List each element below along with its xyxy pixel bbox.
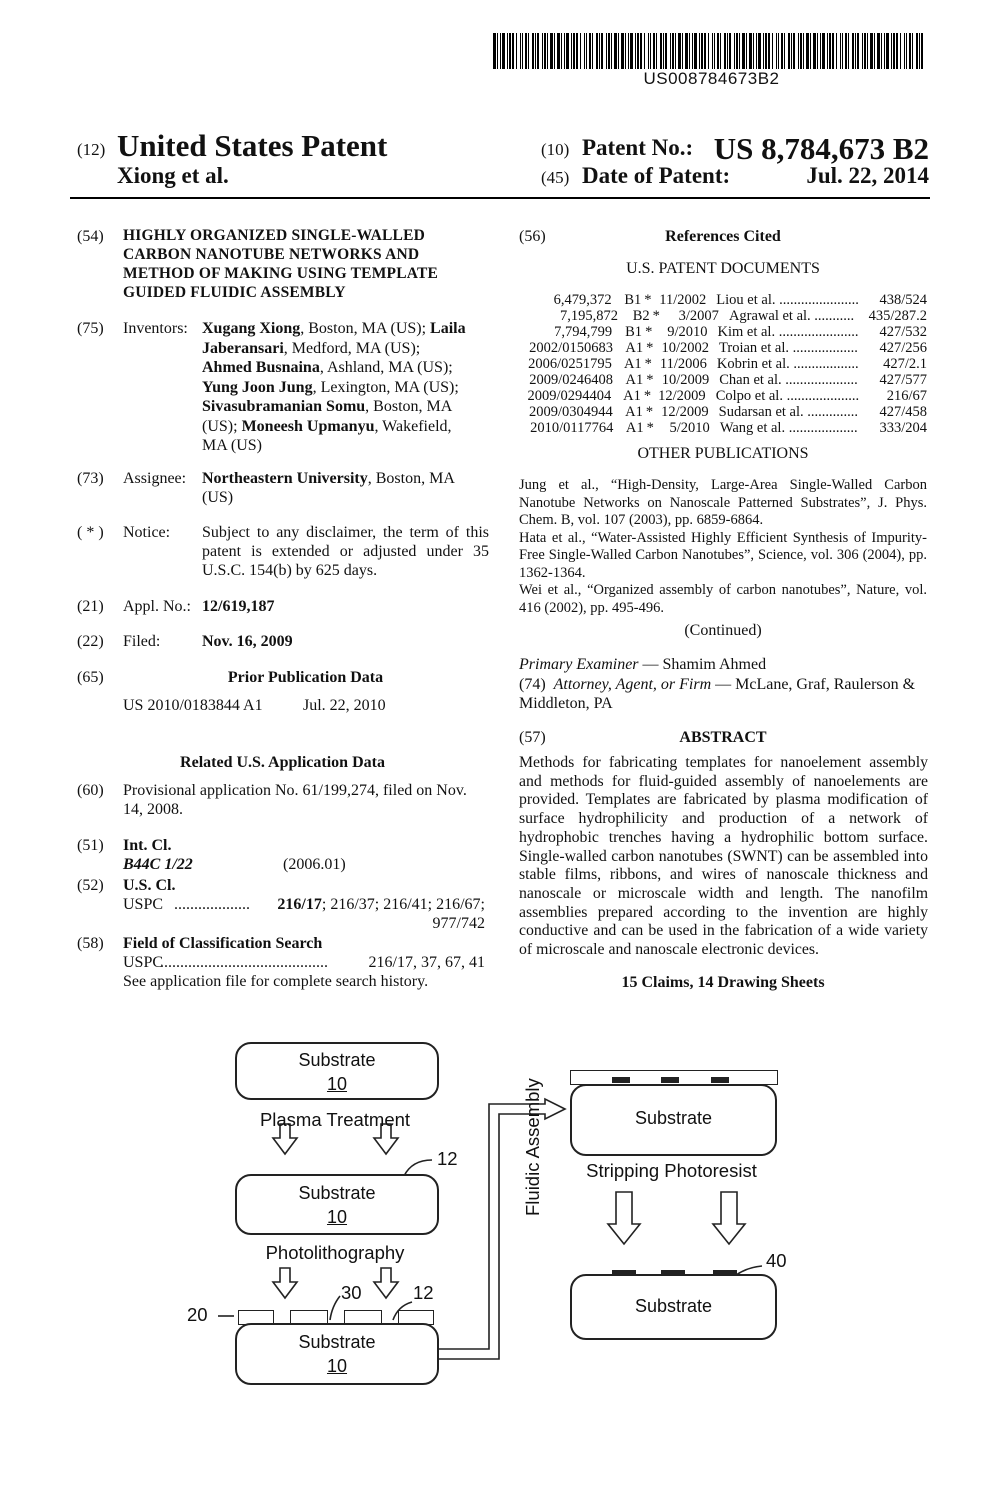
notice-text <box>202 523 489 580</box>
ref-date: 11/2002 <box>659 292 707 308</box>
publication-entry: Wei et al., “Organized assembly of carbon nanotubes”, Nature, vol. 416 (2002), pp. 495-496. <box>519 582 927 616</box>
ref-star: * <box>643 388 652 404</box>
ref-number: 7,794,799 <box>554 324 613 340</box>
ref-kind: A1 <box>623 356 642 372</box>
inventor-name: Xugang Xiong <box>202 320 301 337</box>
us-cl-label: U.S. Cl. <box>123 877 176 894</box>
ref-star: * <box>644 356 652 372</box>
ref-40: 40 <box>766 1250 787 1271</box>
code-73: (73) <box>77 470 104 487</box>
inventor-location: , Medford, MA (US); <box>283 339 421 357</box>
ref-date: 3/2007 <box>678 308 719 324</box>
uspc-other-classes: ; 216/37; 216/41; 216/67; <box>321 896 485 913</box>
attorney-name-2: Middleton, PA <box>519 695 613 712</box>
claims-line: 15 Claims, 14 Drawing Sheets <box>621 974 825 991</box>
provisional-line: Provisional application No. 61/199,274, filed on Nov. <box>123 782 467 799</box>
reference-row <box>519 340 927 356</box>
inventor-location: , Wakefield, <box>374 417 452 435</box>
ref-number: 2006/0251795 <box>528 356 612 372</box>
appl-no-label: Appl. No.: <box>123 598 191 615</box>
filed-date: Nov. 16, 2009 <box>202 633 293 650</box>
inventor-location: (US); <box>202 417 242 435</box>
ref-number: 2010/0117764 <box>530 420 614 436</box>
ref-number: 7,195,872 <box>559 308 618 324</box>
related-app-heading: Related U.S. Application Data <box>180 754 385 771</box>
code-54: (54) <box>77 228 104 245</box>
title-line: HIGHLY ORGANIZED SINGLE-WALLED <box>123 227 426 244</box>
ref-date: 10/2002 <box>661 340 710 356</box>
patent-type: United States Patent <box>117 128 388 163</box>
other-publications <box>519 477 927 617</box>
ref-star: * <box>645 404 654 420</box>
attorney-label: Attorney, Agent, or Firm <box>553 676 712 693</box>
prior-pub-number: US 2010/0183844 A1 <box>123 697 263 714</box>
ref-kind: B2 <box>632 308 650 324</box>
ref-star: * <box>646 340 654 356</box>
code-60: (60) <box>77 782 104 799</box>
ref-class: 427/2.1 <box>883 356 927 372</box>
reference-row <box>519 372 927 388</box>
substrate-box-5 <box>570 1274 777 1340</box>
notice-line: patent is extended or adjusted under 35 <box>202 543 489 560</box>
ref-name: Wang et al. ................... <box>719 420 858 436</box>
ref-kind: A1 <box>625 372 644 388</box>
int-cl-code: B44C 1/22 <box>123 856 193 873</box>
publication-entry: Hata et al., “Water-Assisted Highly Efficient Synthesis of Impurity-Free Single-Walled Carbon Nanotubes”, Science, vol. 306 (2004), pp. 1362-1364. <box>519 529 927 581</box>
substrate-box-1 <box>235 1042 439 1100</box>
field-note: See application file for complete search history. <box>123 973 429 990</box>
ref-date: 12/2009 <box>658 388 706 404</box>
prior-pub-heading: Prior Publication Data <box>227 669 384 686</box>
uspc-leader: ................... <box>174 896 250 913</box>
provisional-app <box>123 781 488 819</box>
ref-star: * <box>645 324 653 340</box>
ref-star: * <box>644 292 652 308</box>
uspc-classes-2: 977/742 <box>432 915 485 932</box>
reference-row <box>519 292 927 308</box>
code-51: (51) <box>77 837 104 854</box>
inventor-short: Xiong et al. <box>117 163 229 188</box>
down-arrow-icon <box>273 1268 297 1298</box>
reference-row <box>519 308 927 324</box>
attorney-name: — McLane, Graf, Raulerson & <box>711 676 916 693</box>
substrate-box-2 <box>235 1174 439 1235</box>
code-56: (56) <box>519 228 546 245</box>
ref-kind: B1 <box>625 324 643 340</box>
ref-name: Agrawal et al. ........... <box>728 308 855 324</box>
ref-number: 6,479,372 <box>553 292 612 308</box>
fluidic-arrow-icon <box>438 1099 565 1359</box>
assignee-location: , Boston, MA <box>367 470 455 487</box>
code-75: (75) <box>77 320 104 337</box>
inventor-name: Moneesh Upmanyu <box>241 417 375 435</box>
ref-class: 333/204 <box>879 420 927 436</box>
inventor-line <box>202 358 492 378</box>
code-45: (45) <box>541 168 570 187</box>
examiner-label: Primary Examiner <box>519 656 639 673</box>
code-12: (12) <box>77 140 106 159</box>
substrate-label: Substrate <box>634 1108 713 1128</box>
down-arrow-icon <box>374 1268 398 1298</box>
substrate-label: Substrate <box>634 1296 713 1316</box>
provisional-line: 14, 2008. <box>123 801 183 818</box>
us-references <box>519 292 927 436</box>
examiner-name: Shamim Ahmed <box>662 656 767 673</box>
title-line: CARBON NANOTUBE NETWORKS AND <box>123 246 420 263</box>
down-arrow-icon <box>713 1192 745 1244</box>
barcode <box>493 33 930 69</box>
ref-name: Sudarsan et al. .............. <box>718 404 858 420</box>
prior-pub-date: Jul. 22, 2010 <box>303 697 386 714</box>
field-classes: 216/17, 37, 67, 41 <box>368 954 485 971</box>
primary-examiner <box>519 655 766 674</box>
nanotube-deposit <box>711 1077 729 1083</box>
ref-class: 438/524 <box>879 292 927 308</box>
date-label: Date of Patent: <box>582 163 731 188</box>
nanotube-deposit <box>661 1077 679 1083</box>
code-74: (74) <box>519 676 546 693</box>
inventor-name: Sivasubramanian Somu <box>202 398 366 415</box>
reference-row <box>519 388 927 404</box>
plasma-treatment-label: Plasma Treatment <box>259 1109 411 1130</box>
code-21: (21) <box>77 598 104 615</box>
inventor-line <box>202 319 492 339</box>
leader-30 <box>330 1296 340 1320</box>
ref-10: 10 <box>326 1074 348 1094</box>
field-search-label: Field of Classification Search <box>123 935 323 952</box>
publication-entry: Jung et al., “High-Density, Large-Area Single-Walled Carbon Nanotube Networks on Nanoscale Patterned Substrates”, J. Phys. Chem. B, vol. 107 (2003), pp. 6859-6864. <box>519 477 927 528</box>
inventor-name: Jaberansari <box>202 339 284 357</box>
assignee-name: Northeastern University <box>202 470 368 487</box>
us-docs-heading: U.S. PATENT DOCUMENTS <box>626 260 820 277</box>
inventor-name: Ahmed Busnaina <box>202 359 320 376</box>
ref-30: 30 <box>341 1282 362 1303</box>
ref-12-bottom: 12 <box>413 1282 434 1303</box>
filed-label: Filed: <box>123 633 161 650</box>
attorney <box>519 675 929 713</box>
inventor-name: Yung Joon Jung <box>202 378 313 396</box>
ref-date: 10/2009 <box>661 372 710 388</box>
substrate-label: Substrate <box>298 1332 376 1352</box>
inventor-location: , Boston, MA (US); <box>300 320 431 337</box>
assignee-label: Assignee: <box>123 470 187 487</box>
ref-number: 2009/0294404 <box>527 388 612 404</box>
ref-name: Kim et al. ...................... <box>717 324 859 340</box>
figure-lines <box>0 1020 1000 1460</box>
code-10: (10) <box>541 140 570 159</box>
code-65: (65) <box>77 669 104 686</box>
ref-class: 427/458 <box>879 404 927 420</box>
ref-name: Liou et al. ...................... <box>716 292 859 308</box>
stripping-photoresist-label: Stripping Photoresist <box>586 1160 757 1181</box>
inventor-line <box>202 436 492 456</box>
ref-class: 216/67 <box>886 388 927 404</box>
invention-title <box>123 226 483 302</box>
ref-class: 427/532 <box>879 324 928 340</box>
ref-12-top: 12 <box>437 1148 458 1169</box>
ref-kind: A1 <box>625 420 644 436</box>
ref-kind: A1 <box>625 340 644 356</box>
substrate-box-4 <box>570 1084 777 1156</box>
code-57: (57) <box>519 729 546 746</box>
refs-heading: References Cited <box>665 228 781 245</box>
code-22: (22) <box>77 633 104 650</box>
field-leader: .......................................... <box>160 954 328 971</box>
assignee-country: (US) <box>202 489 234 506</box>
patent-no-label: Patent No.: <box>582 135 694 160</box>
fluidic-assembly-label: Fluidic Assembly <box>522 1078 543 1216</box>
title-line: GUIDED FLUIDIC ASSEMBLY <box>123 284 346 301</box>
inventor-name: Laila <box>430 320 466 337</box>
substrate-box-3 <box>235 1323 439 1385</box>
inventor-location: , Boston, MA <box>365 398 453 415</box>
inventor-location: , Ashland, MA (US); <box>319 359 453 376</box>
substrate-label: Substrate <box>298 1050 376 1070</box>
ref-star: * <box>646 372 654 388</box>
code-58: (58) <box>77 935 104 952</box>
ref-star: * <box>646 420 654 436</box>
ref-10: 10 <box>326 1207 348 1227</box>
ref-20: 20 <box>187 1304 208 1325</box>
abstract-heading: ABSTRACT <box>679 729 767 746</box>
ref-date: 9/2010 <box>667 324 708 340</box>
reference-row <box>519 324 927 340</box>
barcode-number: US008784673B2 <box>643 69 780 88</box>
int-cl-year: (2006.01) <box>283 856 346 873</box>
ref-name: Troian et al. .................. <box>719 340 858 356</box>
nanotube-deposit <box>612 1077 630 1083</box>
down-arrow-icon <box>608 1192 640 1244</box>
ref-name: Kobrin et al. .................. <box>716 356 859 372</box>
ref-class: 427/256 <box>879 340 927 356</box>
inventor-line <box>202 397 492 417</box>
uspc-main-class: 216/17 <box>277 896 322 913</box>
inventors-label: Inventors: <box>123 320 188 337</box>
ref-star: * <box>652 308 660 324</box>
ref-number: 2002/0150683 <box>529 340 613 356</box>
ref-name: Colpo et al. .................... <box>715 388 860 404</box>
other-pub-heading: OTHER PUBLICATIONS <box>637 445 809 462</box>
ref-name: Chan et al. .................... <box>719 372 858 388</box>
notice-line: U.S.C. 154(b) by 625 days. <box>202 562 378 579</box>
patent-number: US 8,784,673 B2 <box>713 131 929 166</box>
inventor-line <box>202 417 492 437</box>
abstract-text: Methods for fabricating templates for nanoelement assembly and methods for fluid-guided assembly of nanoelements are provided. Templates are fabricated by plasma modification of surface hydrophilicity and production of a network of hydrophobic trenches having a hydrophilic bottom surface. Single-walled carbon nanotubes (SWNT) can be assembled into stable films, ribbons, and wires of nanoscale thickness and nanoscale or microscale width and length. The nanofilm assemblies prepared according to the invention are highly conductive and can be used in the fabrication of a wide variety of microscale and nanoscale electronic devices. <box>519 754 928 959</box>
notice-label: Notice: <box>123 524 171 541</box>
ref-date: 12/2009 <box>661 404 709 420</box>
ref-kind: A1 <box>623 388 641 404</box>
process-figure <box>0 1020 1000 1460</box>
ref-number: 2009/0246408 <box>529 372 614 388</box>
photolithography-label: Photolithography <box>265 1242 405 1263</box>
reference-row <box>519 404 927 420</box>
ref-date: 5/2010 <box>669 420 710 436</box>
inventor-line <box>202 339 492 359</box>
header-rule <box>70 197 930 199</box>
field-uspc-label: USPC <box>123 954 164 971</box>
ref-10: 10 <box>326 1356 348 1376</box>
ref-date: 11/2006 <box>659 356 707 372</box>
inventors-list <box>202 319 492 456</box>
notice-line: Subject to any disclaimer, the term of this <box>202 524 489 541</box>
uspc-classes <box>277 895 485 914</box>
ref-class: 435/287.2 <box>868 308 927 324</box>
barcode-bar <box>921 33 923 69</box>
ref-number: 2009/0304944 <box>528 404 613 420</box>
ref-class: 427/577 <box>879 372 927 388</box>
reference-row <box>519 356 927 372</box>
uspc-label: USPC <box>123 896 164 913</box>
inventor-location: MA (US) <box>202 437 263 454</box>
code-notice: ( * ) <box>77 524 104 541</box>
patent-date: Jul. 22, 2014 <box>806 163 929 188</box>
inventor-line <box>202 378 492 398</box>
ref-kind: A1 <box>625 404 643 420</box>
code-52: (52) <box>77 877 104 894</box>
examiner-dash: — <box>638 656 663 673</box>
ref-kind: B1 <box>624 292 642 308</box>
assignee <box>202 469 492 507</box>
continued-note: (Continued) <box>684 622 762 639</box>
title-line: METHOD OF MAKING USING TEMPLATE <box>123 265 439 282</box>
inventor-location: , Lexington, MA (US); <box>312 378 459 396</box>
int-cl-label: Int. Cl. <box>123 837 172 854</box>
substrate-label: Substrate <box>298 1183 376 1203</box>
reference-row <box>519 420 927 436</box>
appl-no: 12/619,187 <box>202 598 275 615</box>
